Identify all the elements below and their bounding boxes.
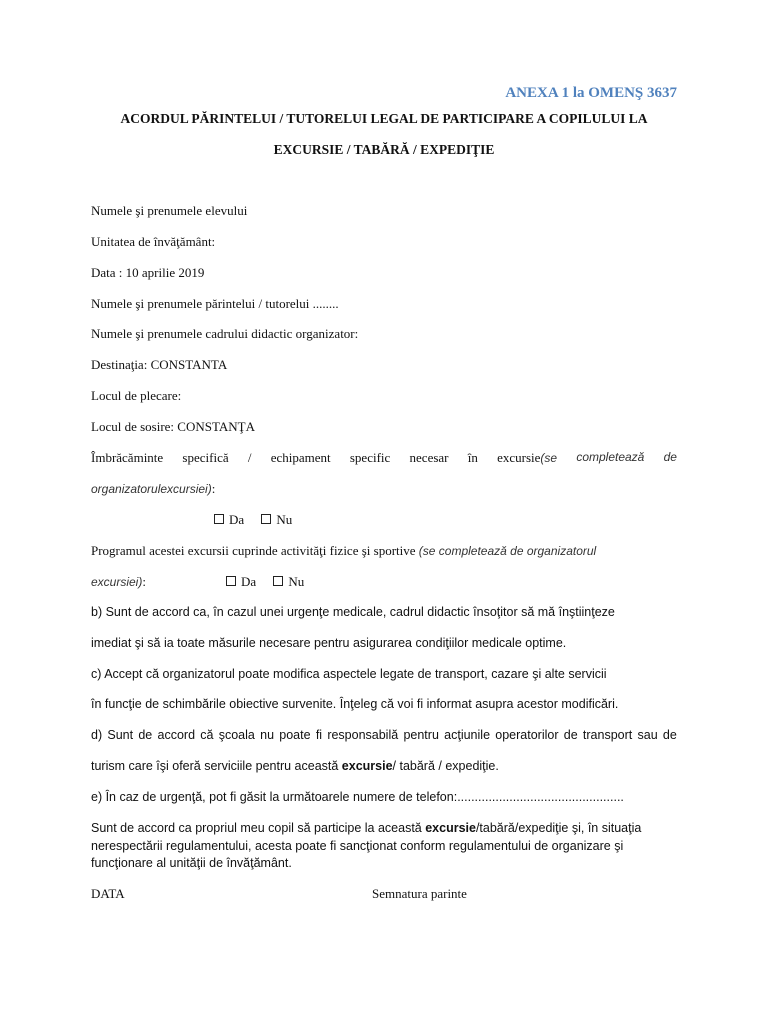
program-option-yes[interactable]: Da: [226, 574, 256, 590]
equipment-note-end: organizatorulexcursiei): [91, 482, 212, 496]
checkbox-icon[interactable]: [273, 576, 283, 586]
parent-name-field: Numele şi prenumele părintelui / tutorelui ........: [91, 296, 339, 311]
clause-e-text: e) În caz de urgenţă, pot fi găsit la următoarele numere de telefon:: [91, 790, 458, 804]
equipment-options: [214, 512, 414, 528]
program-note: (se completează de organizatorul: [418, 544, 597, 558]
equipment-word: necesar: [409, 450, 449, 465]
annex-reference: ANEXA 1 la OMENŞ 3637: [505, 85, 677, 101]
student-name-field: Numele şi prenumele elevului: [91, 203, 248, 218]
checkbox-icon[interactable]: [226, 576, 236, 586]
agreement-line1: Sunt de accord ca propriul meu copil să participe la această excursie/tabără/expediţie şi, în situaţia: [91, 821, 642, 835]
agreement-line2: nerespectării regulamentului, acesta poate fi sancţionat conform regulamentului de organizare şi: [91, 839, 624, 853]
equipment-note-word: completează: [576, 450, 645, 464]
equipment-option-no[interactable]: Nu: [261, 512, 292, 528]
equipment-word-with-note: excursie(se: [497, 450, 558, 465]
program-text: Programul acestei excursii cuprinde activităţi fizice şi sportive: [91, 543, 419, 558]
equipment-word: în: [467, 450, 478, 465]
phone-blank[interactable]: ................................................: [457, 790, 624, 804]
clause-b-line2: imediat şi să ia toate măsurile necesare pentru asigurarea condiţiilor medicale optime.: [91, 636, 567, 650]
clause-c-line1: c) Accept că organizatorul poate modifica aspectele legate de transport, cazare şi alte servicii: [91, 667, 607, 681]
destination-field: Destinaţia: CONSTANTA: [91, 357, 228, 372]
arrival-field: Locul de sosire: CONSTANŢA: [91, 419, 255, 434]
parent-signature-label: Semnatura parinte: [372, 886, 467, 901]
equipment-note-word: de: [663, 450, 677, 464]
agreement-line3: funcţionare al unităţii de învăţământ.: [91, 856, 292, 870]
clause-c-line2: în funcţie de schimbările obiective survenite. Înţeleg că voi fi informat asupra acestor modificări.: [91, 697, 619, 711]
equipment-word: Îmbrăcăminte: [91, 450, 164, 465]
clause-d-line2: turism care îşi oferă serviciile pentru această excursie/ tabără / expediţie.: [91, 759, 499, 773]
form-title-line1: ACORDUL PĂRINTELUI / TUTORELUI LEGAL DE PARTICIPARE A COPILULUI LA: [120, 111, 648, 126]
departure-field: Locul de plecare:: [91, 388, 182, 403]
clause-d-line1: d) Sunt de accord că şcoala nu poate fi responsabilă pentru acţiunile operatorilor de transport sau de: [91, 728, 677, 742]
equipment-word: echipament: [270, 450, 331, 465]
program-note-end: excursiei): [91, 575, 143, 589]
equipment-word: specifică: [182, 450, 229, 465]
program-line1: [91, 543, 677, 559]
program-options: [226, 574, 426, 590]
equipment-line2: [91, 481, 677, 497]
teacher-name-field: Numele şi prenumele cadrului didactic organizator:: [91, 326, 359, 341]
date-field: Data : 10 aprilie 2019: [91, 265, 205, 280]
date-signature-label: DATA: [91, 886, 125, 901]
clause-e-line: [91, 790, 677, 804]
equipment-word: /: [247, 450, 252, 465]
colon: :: [211, 481, 216, 496]
program-option-no[interactable]: Nu: [273, 574, 304, 590]
colon: :: [142, 574, 146, 589]
checkbox-icon[interactable]: [214, 514, 224, 524]
checkbox-icon[interactable]: [261, 514, 271, 524]
equipment-word: specific: [349, 450, 391, 465]
equipment-option-yes[interactable]: Da: [214, 512, 244, 528]
clause-b-line1: b) Sunt de accord ca, în cazul unei urgenţe medicale, cadrul didactic însoţitor să mă înştiinţeze: [91, 605, 615, 619]
form-title-line2: EXCURSIE / TABĂRĂ / EXPEDIŢIE: [273, 142, 495, 157]
school-field: Unitatea de învăţământ:: [91, 234, 216, 249]
equipment-line1: [91, 450, 677, 466]
